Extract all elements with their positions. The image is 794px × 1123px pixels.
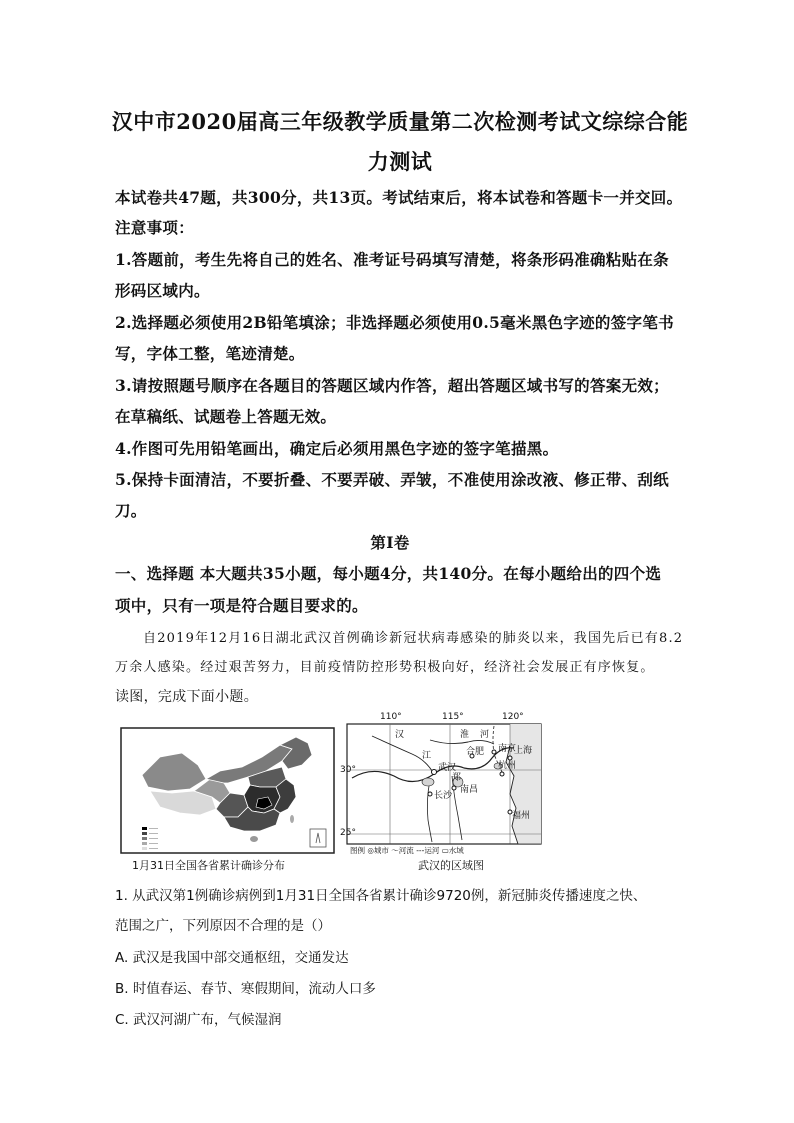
option-a[interactable]: A. 武汉是我国中部交通枢纽，交通发达 <box>115 950 349 966</box>
map-place-label: 上海 <box>514 746 533 756</box>
option-b[interactable]: B. 时值春运、春节、寒假期间，流动人口多 <box>115 981 376 997</box>
note-line: 5.保持卡面清洁，不要折叠、不要弄破、弄皱，不准使用涂改液、修正带、刮纸 <box>115 470 669 489</box>
map-place-label: 汉 <box>395 730 405 740</box>
note-line: 在草稿纸、试题卷上答题无效。 <box>115 407 337 426</box>
map-place-label: 长沙 <box>434 791 453 801</box>
note-line: 写，字体工整，笔迹清楚。 <box>115 344 305 363</box>
map-place-label: 合肥 <box>466 747 485 757</box>
map-place-label: 南昌 <box>460 785 479 795</box>
question-stem-line: 范围之广，下列原因不合理的是（） <box>115 918 331 934</box>
exam-title-line2: 力测试 <box>367 149 433 174</box>
china-case-distribution-map <box>120 727 335 854</box>
note-line: 2.选择题必须使用2B铅笔填涂；非选择题必须使用0.5毫米黑色字迹的签字笔书 <box>115 313 674 332</box>
notes-heading: 注意事项： <box>115 218 195 237</box>
question-stem-line: 1. 从武汉第1例确诊病例到1月31日全国各省累计确诊9720例，新冠肺炎传播速度之快、 <box>115 888 647 904</box>
read-instruction: 读图，完成下面小题。 <box>115 689 258 705</box>
map-place-label: 南京 <box>498 744 517 754</box>
map-place-label: 福州 <box>512 811 531 821</box>
map-place-label: 江 <box>422 751 432 761</box>
section-intro-line: 项中，只有一项是符合题目要求的。 <box>115 596 368 615</box>
passage-line: 自2019年12月16日湖北武汉首例确诊新冠状病毒感染的肺炎以来，我国先后已有8.2 <box>143 631 684 646</box>
map-legend: 图例 ◎城市 〜河流 ---运河 ▭水域 <box>350 846 464 855</box>
exam-title-line1: 汉中市2020届高三年级教学质量第二次检测考试文综综合能 <box>111 109 689 134</box>
note-line: 刀。 <box>115 501 147 520</box>
option-c[interactable]: C. 武汉河湖广布，气候湿润 <box>115 1012 282 1028</box>
section-title: 第Ⅰ卷 <box>370 533 410 552</box>
note-line: 4.作图可先用铅笔画出，确定后必须用黑色字迹的签字笔描黑。 <box>115 439 559 458</box>
latitude-label: 30° <box>340 765 356 775</box>
map-place-label: 杭州 <box>498 761 517 771</box>
latitude-label: 25° <box>340 828 356 838</box>
note-line: 3.请按照题号顺序在各题目的答题区域内作答，超出答题区域书写的答案无效； <box>115 376 669 395</box>
longitude-label: 120° <box>502 712 524 722</box>
right-figure-caption: 武汉的区域图 <box>418 859 484 872</box>
map-place-label: 河 <box>480 730 490 740</box>
map-place-label: 郑 <box>452 773 462 783</box>
left-figure-caption: 1月31日全国各省累计确诊分布 <box>132 859 285 872</box>
longitude-label: 115° <box>442 712 464 722</box>
exam-intro: 本试卷共47题，共300分，共13页。考试结束后，将本试卷和答题卡一并交回。 <box>115 188 683 207</box>
wuhan-region-map <box>342 716 548 856</box>
note-line: 形码区域内。 <box>115 281 210 300</box>
map-place-label: 淮 <box>460 730 470 740</box>
passage-line: 万余人感染。经过艰苦努力，目前疫情防控形势积极向好，经济社会发展正有序恢复。 <box>115 660 655 675</box>
map-place-label: 武汉 <box>438 763 457 773</box>
note-line: 1.答题前，考生先将自己的姓名、准考证号码填写清楚，将条形码准确粘贴在条 <box>115 250 669 269</box>
longitude-label: 110° <box>380 712 402 722</box>
section-intro-line: 一、选择题 本大题共35小题，每小题4分，共140分。在每小题给出的四个选 <box>115 564 662 583</box>
